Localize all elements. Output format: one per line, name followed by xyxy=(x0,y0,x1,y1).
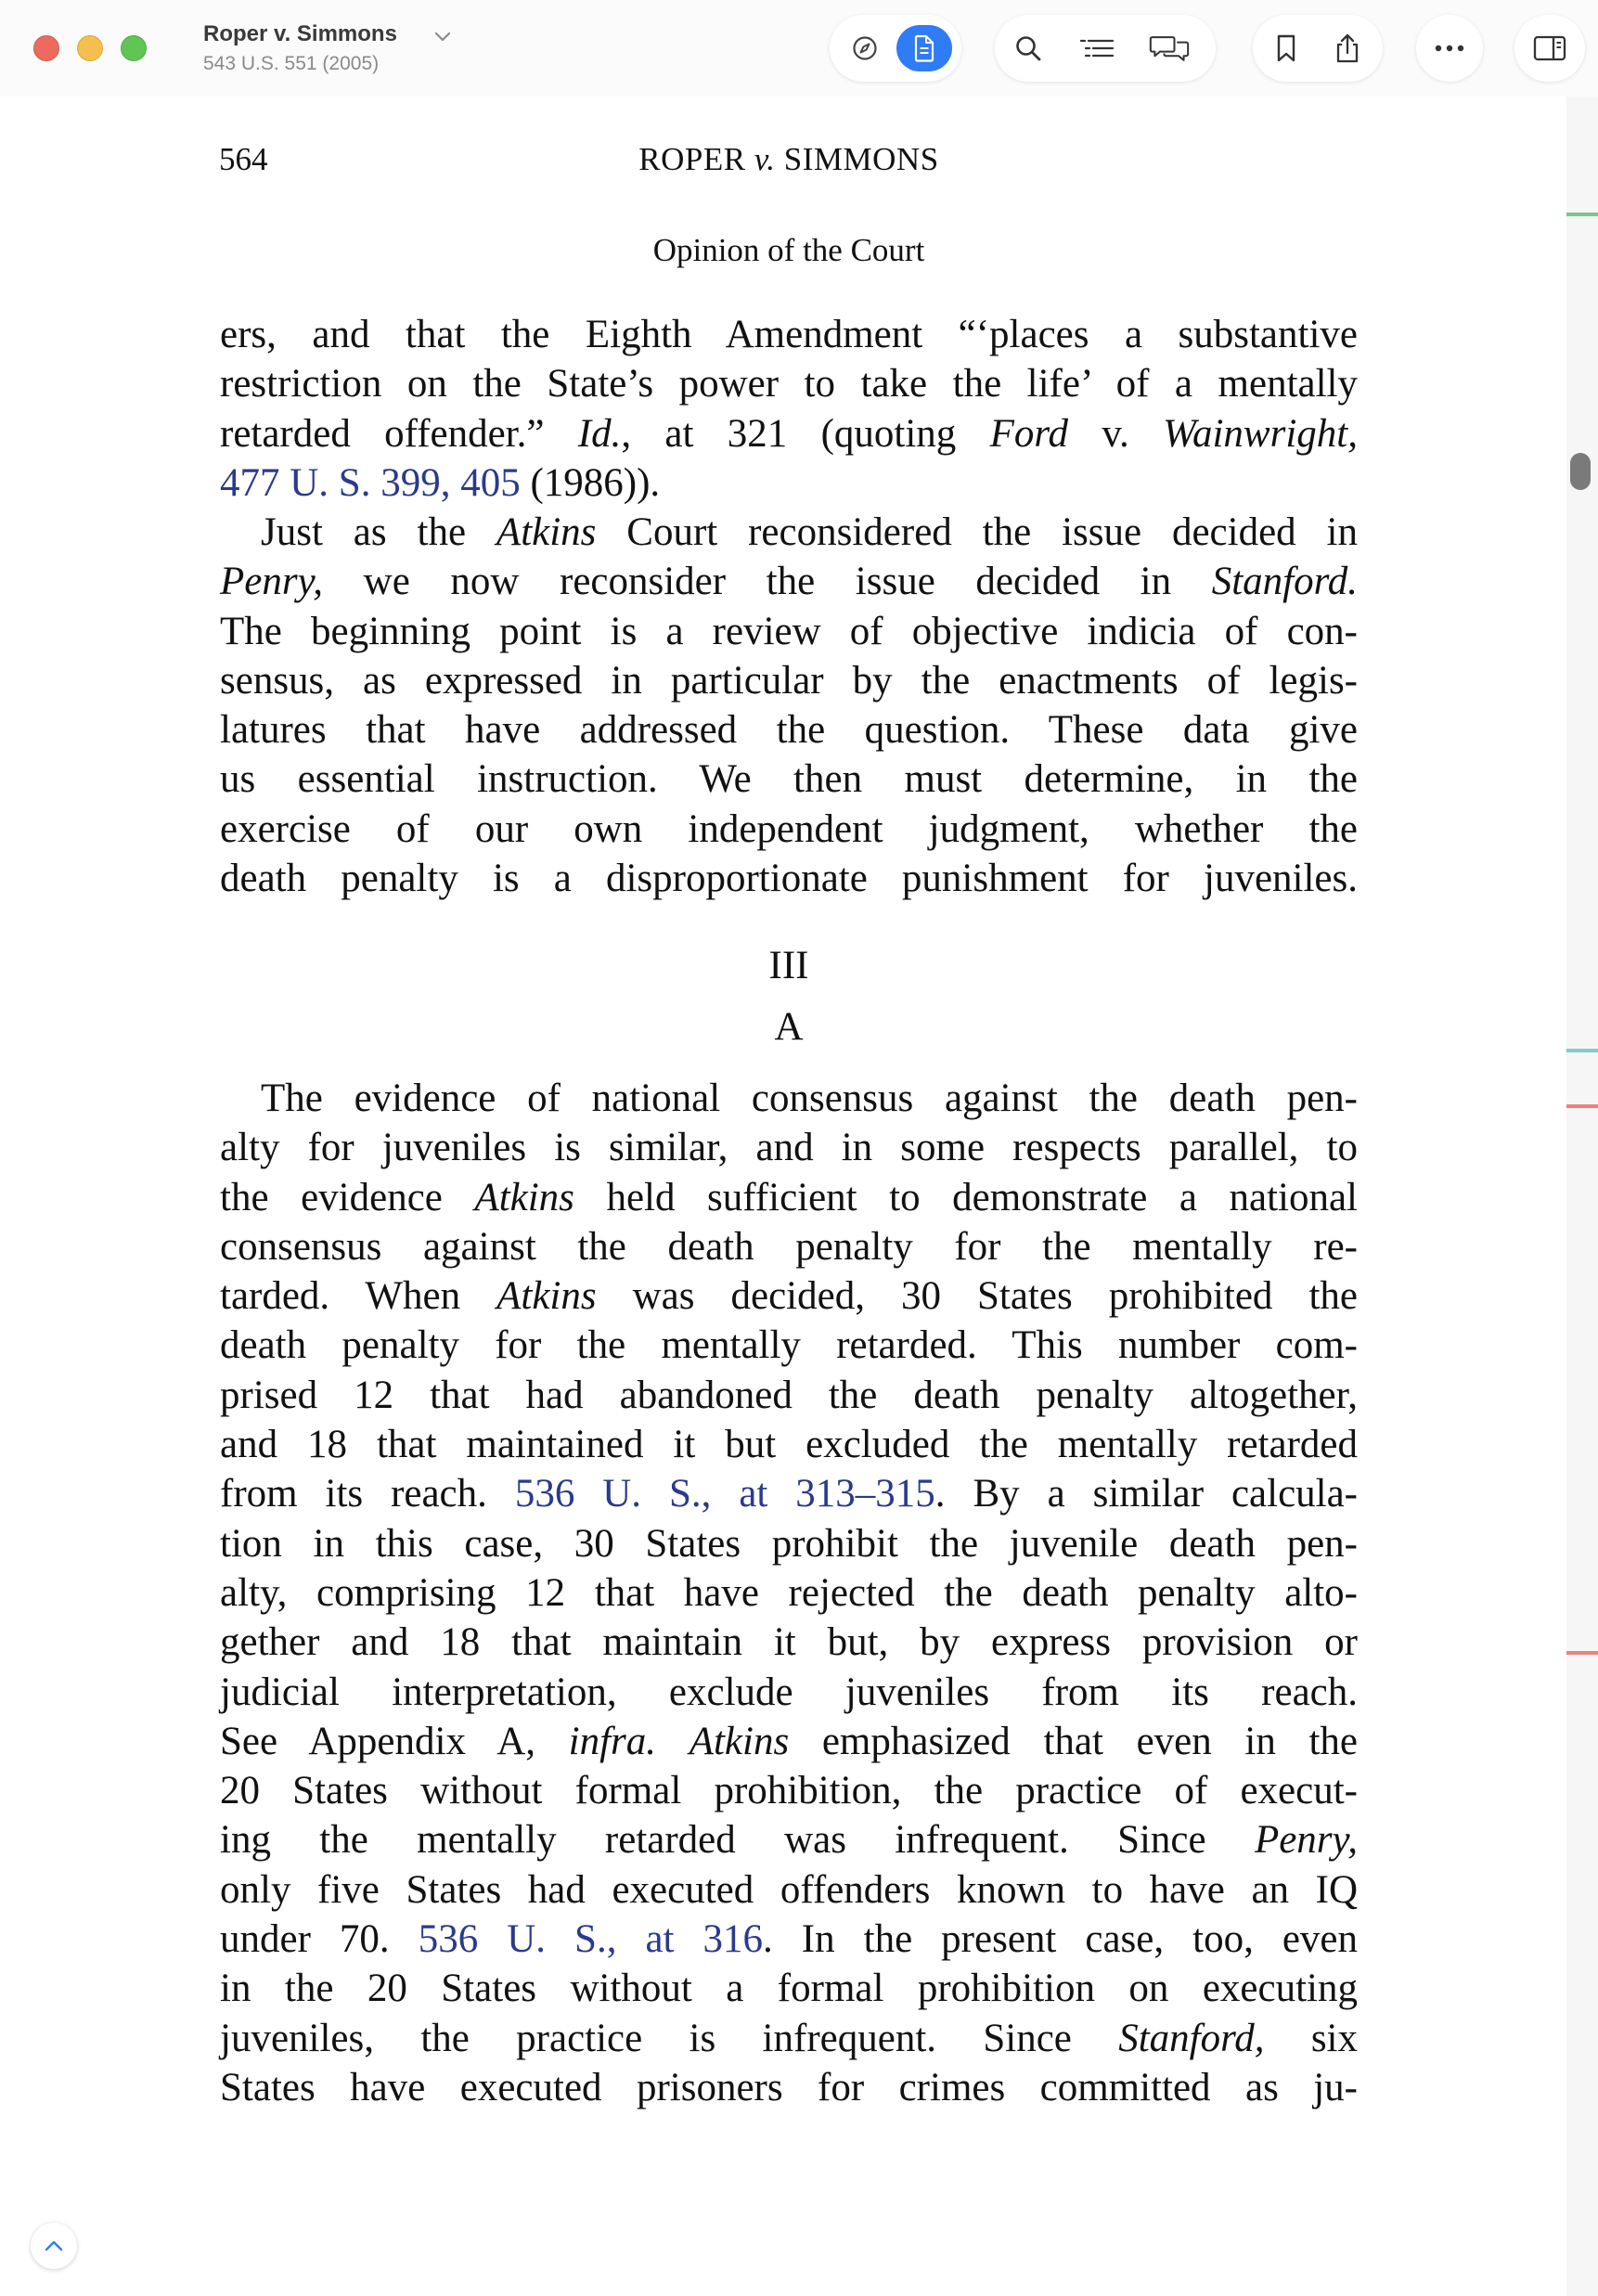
text-line xyxy=(220,854,1358,903)
text-run: exercise of our own independent judgment, whether the xyxy=(220,806,1358,851)
text-run: States have executed prisoners for crimes committed as ju- xyxy=(220,2065,1358,2109)
minimize-window-button[interactable] xyxy=(77,35,103,61)
text-run: tarded. When xyxy=(220,1274,497,1319)
part-heading: III xyxy=(768,944,809,987)
text-line xyxy=(220,1271,1358,1321)
text-line xyxy=(220,1964,1358,2013)
text-line xyxy=(220,1915,1358,1964)
view-mode-group xyxy=(830,15,961,82)
more-button[interactable] xyxy=(1429,28,1470,69)
navigation-group xyxy=(995,15,1216,82)
text-run: death penalty is a disproportionate punishment for juveniles. xyxy=(220,857,1358,901)
section-heading: A xyxy=(774,1005,804,1049)
text-run: under 70. xyxy=(220,1917,419,1962)
italic-text: Stanford, xyxy=(1118,2016,1265,2060)
close-window-button[interactable] xyxy=(33,35,59,61)
citation-link[interactable]: 536 U. S., at 313–315 xyxy=(514,1472,935,1516)
text-run: death penalty for the mentally retarded. This number com- xyxy=(220,1323,1358,1368)
text-run: the evidence xyxy=(220,1175,475,1219)
text-line xyxy=(220,607,1358,656)
text-line xyxy=(220,1668,1358,1717)
text-line xyxy=(220,2063,1358,2112)
browse-button[interactable] xyxy=(844,28,885,69)
text-line xyxy=(220,508,1358,557)
bookmark-button[interactable] xyxy=(1266,28,1307,69)
text-line xyxy=(220,656,1358,705)
text-run: and 18 that maintained it but excluded the mentally retarded xyxy=(220,1423,1358,1467)
notes-button[interactable] xyxy=(1149,28,1190,69)
text-run: from its reach. xyxy=(220,1472,515,1516)
text-line xyxy=(220,359,1358,408)
scroll-rail[interactable] xyxy=(1566,97,1598,2296)
compass-icon xyxy=(851,34,879,62)
italic-text: Atkins xyxy=(474,1175,574,1219)
text-run: was decided, 30 States prohibited the xyxy=(596,1274,1358,1319)
text-run: . By a similar calcula- xyxy=(934,1472,1359,1516)
highlight-marker[interactable] xyxy=(1566,1651,1598,1655)
text-line xyxy=(220,2014,1358,2063)
text-line xyxy=(220,1321,1358,1370)
text-line xyxy=(220,310,1358,359)
text-run: in the 20 States without a formal prohibition on executing xyxy=(220,1967,1358,2011)
text-run: The evidence of national consensus against the death pen- xyxy=(261,1077,1358,1120)
highlight-marker[interactable] xyxy=(1566,1104,1598,1108)
italic-text: Atkins xyxy=(496,1274,597,1319)
chevron-up-icon xyxy=(44,2239,64,2252)
action-group xyxy=(1253,15,1383,82)
text-run: prised 12 that had abandoned the death penalty altogether, xyxy=(220,1373,1358,1417)
text-line xyxy=(220,557,1358,606)
text-line xyxy=(220,705,1358,755)
text-run: consensus against the death penalty for the mentally re- xyxy=(220,1224,1358,1269)
italic-text: Wainwright, xyxy=(1163,411,1358,456)
title-bar xyxy=(0,0,1598,97)
text-line xyxy=(220,1766,1358,1815)
bookmark-icon xyxy=(1274,33,1298,63)
text-run: The beginning point is a review of objective indicia of con- xyxy=(220,609,1358,653)
italic-text: Stanford. xyxy=(1211,560,1358,604)
italic-text: Atkins xyxy=(496,510,597,554)
highlight-marker[interactable] xyxy=(1566,1049,1598,1052)
zoom-window-button[interactable] xyxy=(121,35,147,61)
text-run: v. xyxy=(1068,411,1164,456)
text-line xyxy=(220,755,1358,804)
sidebar-toggle-button[interactable] xyxy=(1529,28,1570,69)
running-title-versus: v. xyxy=(754,141,776,177)
text-run: six xyxy=(1264,2016,1359,2060)
text-line xyxy=(220,1469,1358,1518)
share-button[interactable] xyxy=(1327,28,1368,69)
italic-text: Penry, xyxy=(1254,1818,1358,1863)
italic-text: infra. xyxy=(568,1719,657,1763)
text-run: alty for juveniles is similar, and in some respects parallel, to xyxy=(220,1126,1358,1170)
text-run: Just as the xyxy=(261,510,496,554)
text-run: gether and 18 that maintain it but, by express provision or xyxy=(220,1620,1358,1665)
text-run: latures that have addressed the question. These data give xyxy=(220,708,1358,753)
text-line xyxy=(220,805,1358,854)
text-line xyxy=(220,1074,1358,1123)
text-run: retarded offender.” xyxy=(220,411,578,456)
text-run: we now reconsider the issue decided in xyxy=(323,560,1212,604)
paragraph-just-as xyxy=(220,508,1358,903)
chat-bubbles-icon xyxy=(1149,32,1190,64)
document-icon xyxy=(912,34,936,62)
scroll-thumb[interactable] xyxy=(1570,453,1591,490)
outline-button[interactable] xyxy=(1076,28,1117,69)
sidebar-icon xyxy=(1533,34,1566,62)
document-title[interactable]: Roper v. Simmons xyxy=(203,21,397,46)
text-run: , at 321 (quoting xyxy=(621,411,990,456)
italic-text: Ford xyxy=(989,411,1069,456)
text-run: ers, and that the Eighth Amendment “‘places a substantive xyxy=(220,313,1358,356)
italic-text: Id. xyxy=(577,411,622,456)
list-icon xyxy=(1078,34,1115,62)
search-icon xyxy=(1013,33,1043,63)
text-run: alty, comprising 12 that have rejected the death penalty alto- xyxy=(220,1570,1358,1615)
more-group xyxy=(1416,15,1483,82)
text-run: sensus, as expressed in particular by the enactments of legis- xyxy=(220,658,1358,703)
text-run: 20 States without formal prohibition, the practice of execut- xyxy=(220,1769,1358,1813)
paragraph-national-consensus xyxy=(220,1074,1358,2112)
text-run: held sufficient to demonstrate a national xyxy=(573,1175,1358,1219)
text-line xyxy=(220,1865,1358,1915)
text-run: only five States had executed offenders known to have an IQ xyxy=(220,1867,1358,1912)
text-line xyxy=(220,1519,1358,1568)
text-run: tion in this case, 30 States prohibit the juvenile death pen- xyxy=(220,1521,1358,1566)
text-line xyxy=(220,458,1358,508)
text-run: . In the present case, too, even xyxy=(763,1917,1359,1962)
document-view-button[interactable] xyxy=(896,25,952,71)
citation-link[interactable]: 477 U. S. 399, 405 xyxy=(220,460,521,505)
page-header xyxy=(0,141,1598,187)
text-line xyxy=(220,1815,1358,1864)
text-run: us essential instruction. We then must determine, in the xyxy=(220,757,1358,802)
text-line xyxy=(220,1420,1358,1469)
running-title: ROPER v. SIMMONS xyxy=(638,141,939,177)
text-run: restriction on the State’s power to take the life’ of a mentally xyxy=(220,362,1358,406)
italic-text: Penry, xyxy=(220,560,324,604)
text-line xyxy=(220,1123,1358,1172)
text-line xyxy=(220,409,1358,458)
text-line xyxy=(220,1618,1358,1667)
highlight-marker[interactable] xyxy=(1566,213,1598,216)
opinion-label: Opinion of the Court xyxy=(652,232,925,268)
text-run: (1986)). xyxy=(520,460,661,505)
text-line xyxy=(220,1568,1358,1618)
chevron-down-icon[interactable] xyxy=(432,26,453,46)
text-run: Court reconsidered the issue decided in xyxy=(596,510,1358,554)
page-number: 564 xyxy=(219,141,268,177)
text-run: ing the mentally retarded was infrequent. Since xyxy=(220,1818,1255,1863)
text-line xyxy=(220,1173,1358,1222)
text-run: emphasized that even in the xyxy=(789,1719,1358,1763)
text-line xyxy=(220,1371,1358,1420)
document-citation: 543 U.S. 551 (2005) xyxy=(203,53,380,74)
citation-link[interactable]: 536 U. S., at 316 xyxy=(418,1917,764,1962)
paragraph-continuation xyxy=(220,310,1358,508)
text-run: juveniles, the practice is infrequent. Since xyxy=(220,2016,1119,2060)
text-line xyxy=(220,1717,1358,1766)
sidebar-group xyxy=(1514,15,1585,82)
share-icon xyxy=(1334,32,1361,64)
text-run: See Appendix A, xyxy=(220,1719,569,1763)
text-run xyxy=(656,1720,689,1763)
scroll-to-top-button[interactable] xyxy=(31,2223,77,2269)
search-button[interactable] xyxy=(1008,28,1049,69)
more-icon xyxy=(1434,44,1465,53)
text-run: judicial interpretation, exclude juveniles from its reach. xyxy=(220,1670,1358,1714)
text-line xyxy=(220,1222,1358,1271)
italic-text: Atkins xyxy=(689,1719,790,1763)
